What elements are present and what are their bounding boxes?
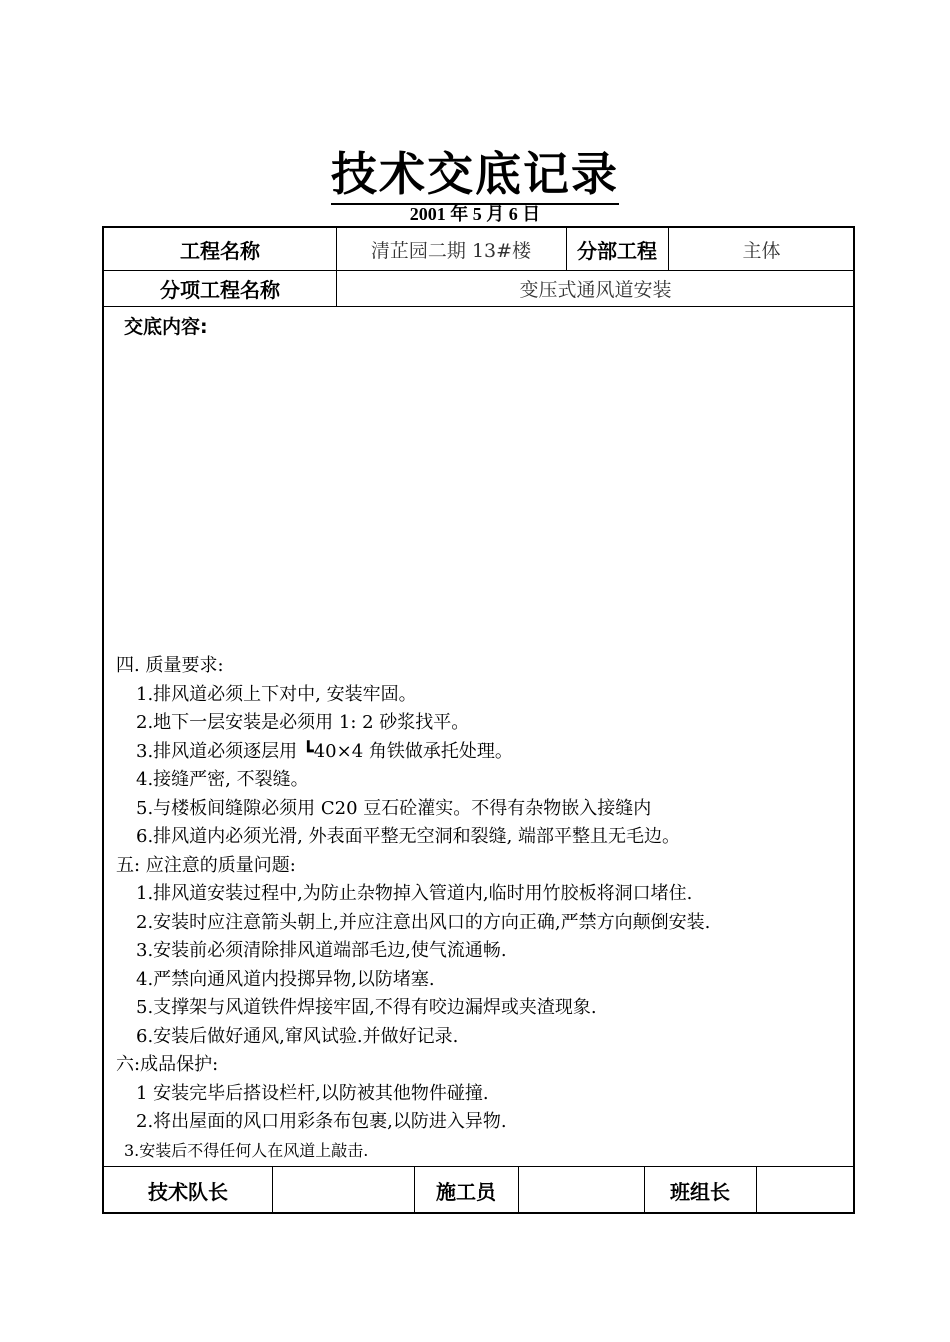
list-item: 1.排风道必须上下对中, 安装牢固。 (136, 683, 417, 705)
row-divider (104, 306, 853, 307)
tech-lead-label: 技术队长 (148, 1179, 228, 1204)
sub-project-value: 主体 (742, 239, 781, 262)
team-lead-label: 班组长 (670, 1179, 730, 1204)
list-item: 6.安装后做好通风,窜风试验.并做好记录. (136, 1025, 459, 1047)
team-lead-value (756, 1166, 855, 1214)
list-item: 3.安装前必须清除排风道端部毛边,使气流通畅. (136, 940, 507, 961)
list-item: 3.排风道必须逐层用 ┗40×4 角铁做承托处理。 (136, 740, 513, 762)
section-heading: 五: 应注意的质量问题: (116, 854, 296, 876)
content-label: 交底内容: (124, 316, 208, 338)
list-item: 4.接缝严密, 不裂缝。 (136, 769, 309, 790)
list-item: 2.地下一层安装是必须用 1: 2 砂浆找平。 (136, 712, 470, 733)
constructor-label: 施工员 (436, 1179, 496, 1204)
list-item: 2.安装时应注意箭头朝上,并应注意出风口的方向正确,严禁方向颠倒安装. (136, 911, 711, 933)
list-item: 3.安装后不得任何人在风道上敲击. (124, 1140, 369, 1160)
content-body (116, 652, 846, 1165)
document-title: 技术交底记录 (0, 138, 950, 204)
document-date: 2001 年 5 月 6 日 (409, 204, 541, 224)
sub-project-label: 分部工程 (577, 238, 657, 263)
tech-lead-value (272, 1166, 414, 1214)
list-item: 1 安装完毕后搭设栏杆,以防被其他物件碰撞. (136, 1082, 489, 1104)
project-name-label: 工程名称 (180, 238, 260, 263)
list-item: 5.支撑架与风道铁件焊接牢固,不得有咬边漏焊或夹渣现象. (136, 997, 597, 1018)
list-item: 1.排风道安装过程中,为防止杂物掉入管道内,临时用竹胶板将洞口堵住. (136, 883, 693, 904)
item-name-value: 变压式通风道安装 (519, 278, 672, 301)
list-item: 4.严禁向通风道内投掷异物,以防堵塞. (136, 968, 435, 990)
list-item: 6.排风道内必须光滑, 外表面平整无空洞和裂缝, 端部平整且无毛边。 (136, 826, 681, 847)
list-item: 5.与楼板间缝隙必须用 C20 豆石砼灌实。不得有杂物嵌入接缝内 (136, 797, 652, 819)
constructor-value (518, 1166, 644, 1214)
section-heading: 六:成品保护: (116, 1054, 219, 1075)
section-heading: 四. 质量要求: (116, 655, 224, 676)
record-table (102, 226, 855, 1214)
item-name-label: 分项工程名称 (160, 277, 280, 302)
list-item: 2.将出屋面的风口用彩条布包裹,以防进入异物. (136, 1111, 507, 1132)
project-name-value: 清芷园二期 13#楼 (370, 239, 532, 262)
